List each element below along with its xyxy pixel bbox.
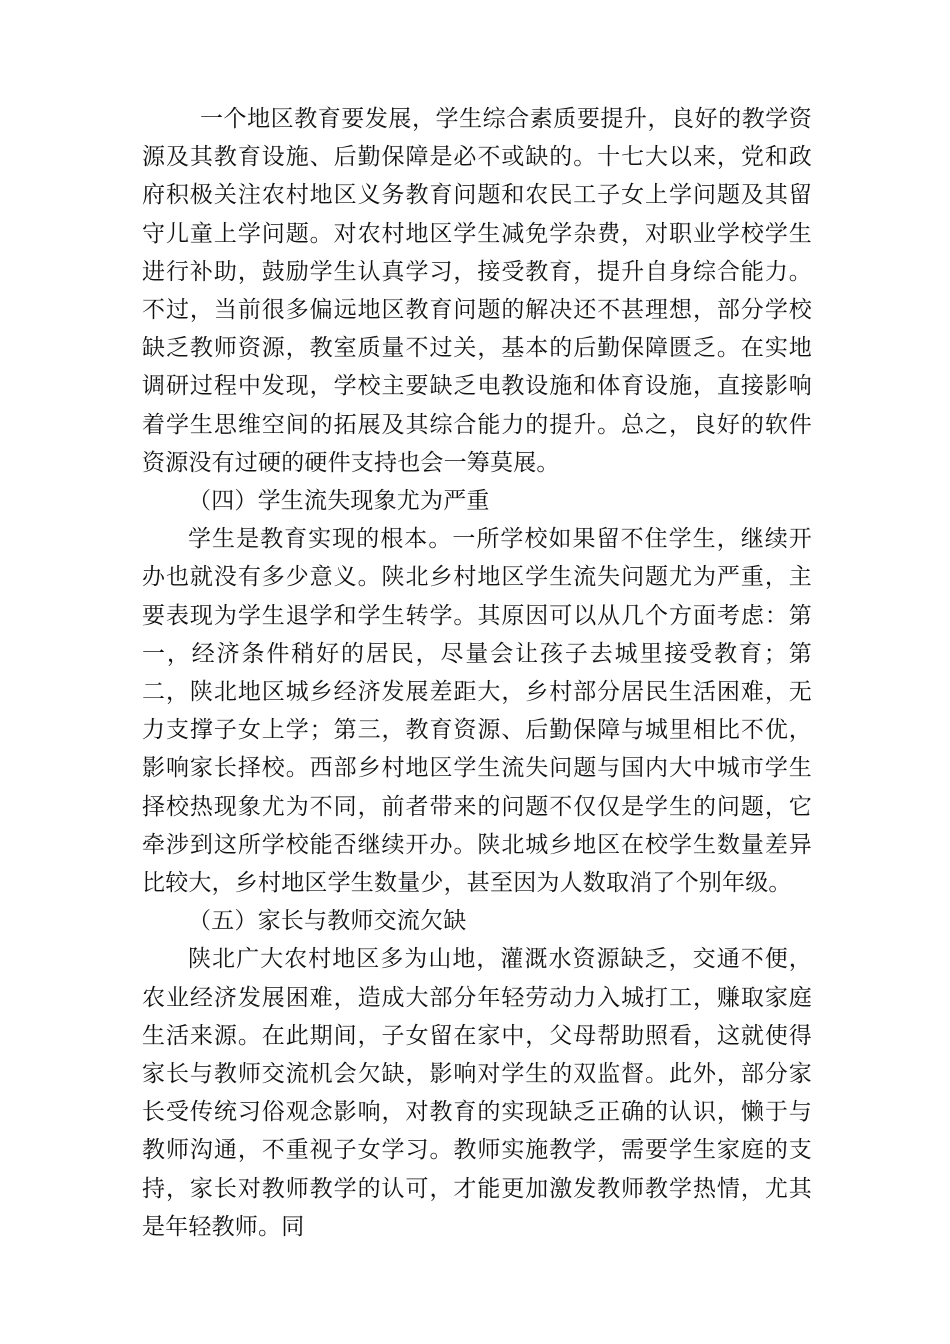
document-page <box>142 100 812 1246</box>
paragraph-student-loss: 学生是教育实现的根本。一所学校如果留不住学生，继续开办也就没有多少意义。陕北乡村地区学生流失问题尤为严重，主要表现为学生退学和学生转学。其原因可以从几个方面考虑：第一，经济条件稍好的居民，尽量会让孩子去城里接受教育；第二，陕北地区城乡经济发展差距大，乡村部分居民生活困难，无力支撑子女上学；第三，教育资源、后勤保障与城里相比不优，影响家长择校。西部乡村地区学生流失问题与国内大中城市学生择校热现象尤为不同，前者带来的问题不仅仅是学生的问题，它牵涉到这所学校能否继续开办。陕北城乡地区在校学生数量差异比较大，乡村地区学生数量少，甚至因为人数取消了个别年级。 <box>142 526 812 897</box>
section-heading-parent-teacher: （五）家长与教师交流欠缺 <box>188 908 467 935</box>
paragraph-education-resources: 一个地区教育要发展，学生综合素质要提升，良好的教学资源及其教育设施、后勤保障是必不或缺的。十七大以来，党和政府积极关注农村地区义务教育问题和农民工子女上学问题及其留守儿童上学问题。对农村地区学生减免学杂费，对职业学校学生进行补助，鼓励学生认真学习，接受教育，提升自身综合能力。不过，当前很多偏远地区教育问题的解决还不甚理想，部分学校缺乏教师资源，教室质量不过关，基本的后勤保障匮乏。在实地调研过程中发现，学校主要缺乏电教设施和体育设施，直接影响着学生思维空间的拓展及其综合能力的提升。总之，良好的软件资源没有过硬的硬件支持也会一筹莫展。 <box>142 106 812 476</box>
paragraph-parent-teacher: 陕北广大农村地区多为山地，灌溉水资源缺乏，交通不便，农业经济发展困难，造成大部分年轻劳动力入城打工，赚取家庭生活来源。在此期间，子女留在家中，父母帮助照看，这就使得家长与教师交流机会欠缺，影响对学生的双监督。此外，部分家长受传统习俗观念影响，对教育的实现缺乏正确的认识，懒于与教师沟通，不重视子女学习。教师实施教学，需要学生家庭的支持，家长对教师教学的认可，才能更加激发教师教学热情，尤其是年轻教师。同 <box>142 946 812 1240</box>
section-heading-student-loss: （四）学生流失现象尤为严重 <box>188 488 490 515</box>
